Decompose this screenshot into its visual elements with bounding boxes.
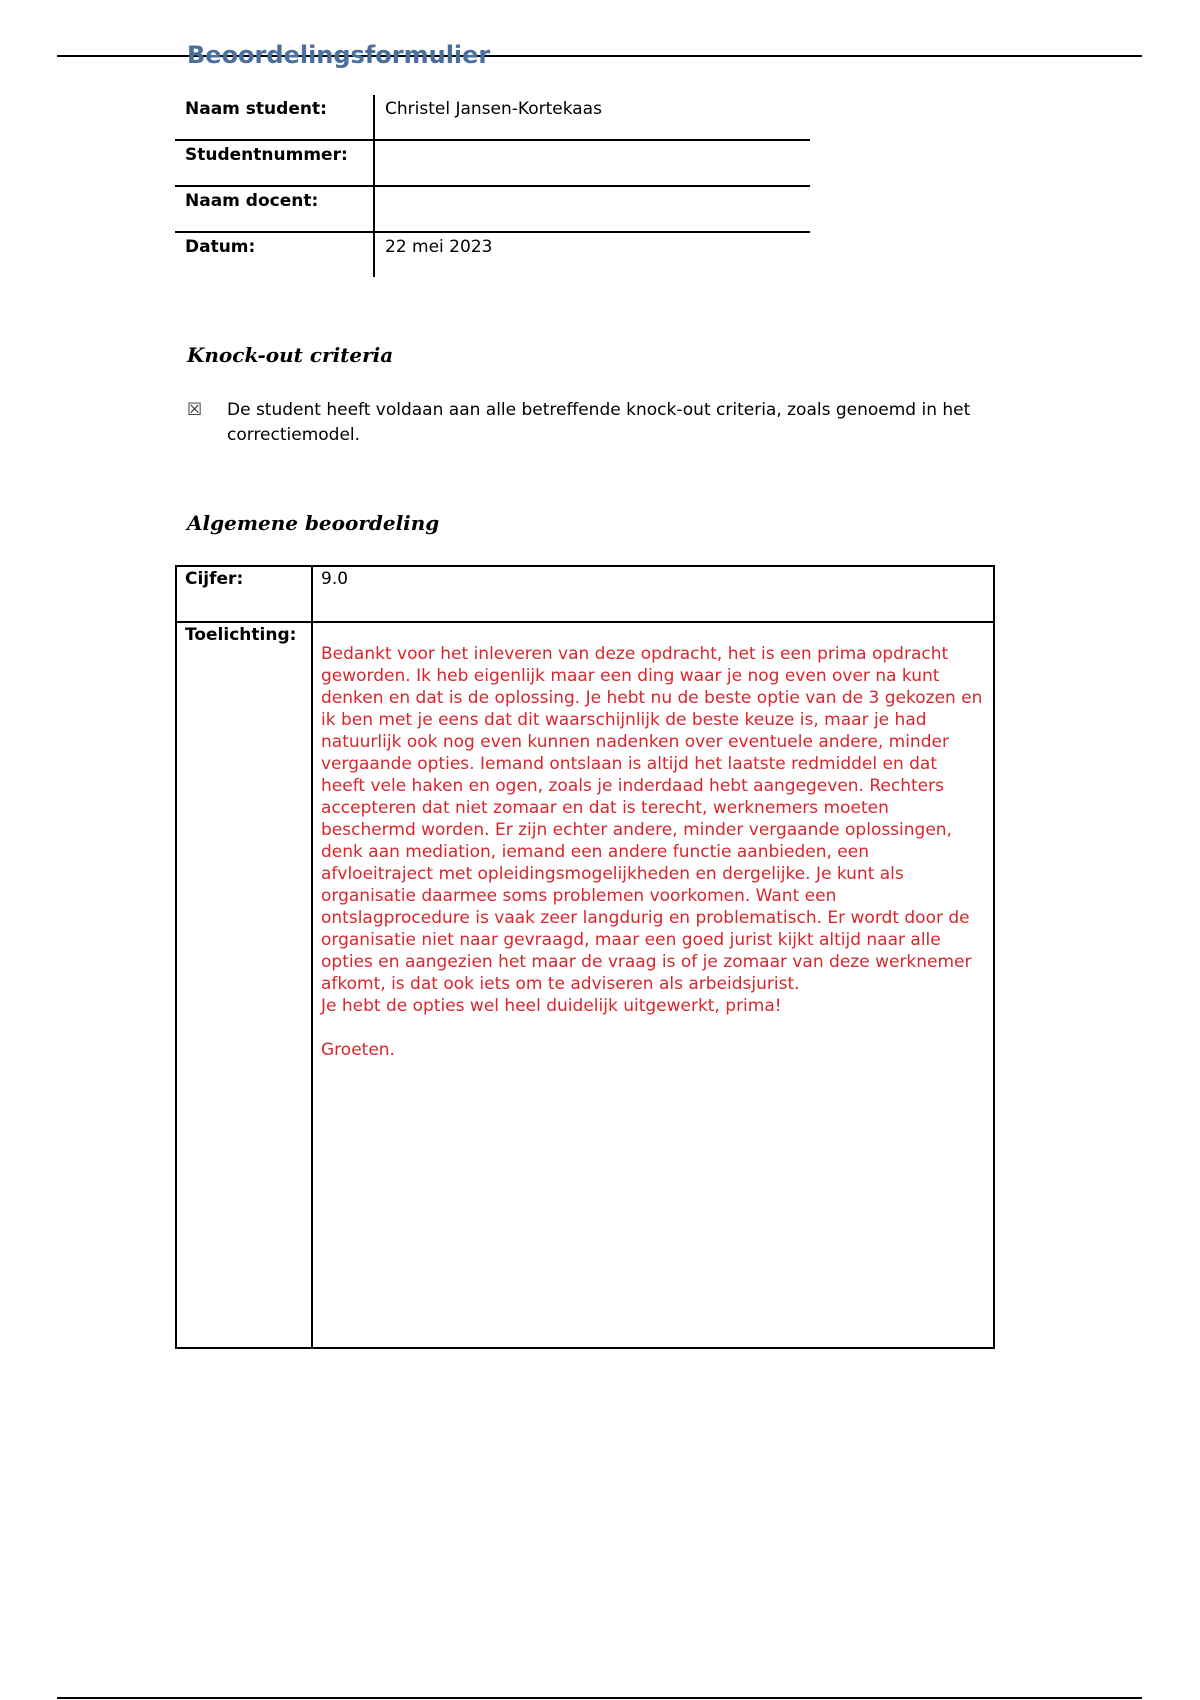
explanation-row	[176, 622, 994, 1348]
feedback-closing-line: Je hebt de opties wel heel duidelijk uitgewerkt, prima!	[321, 996, 782, 1016]
grade-label: Cijfer:	[176, 566, 312, 622]
info-row-student-number	[175, 140, 810, 186]
explanation-label: Toelichting:	[176, 622, 312, 1348]
knockout-criteria-item	[187, 398, 987, 448]
feedback-text	[321, 625, 985, 1061]
info-label: Studentnummer:	[175, 140, 374, 186]
assessment-table	[175, 565, 995, 1349]
knockout-heading: Knock-out criteria	[187, 343, 394, 367]
info-value-date[interactable]: 22 mei 2023	[374, 232, 810, 277]
student-info-table	[175, 95, 810, 277]
assessment-heading: Algemene beoordeling	[187, 511, 440, 535]
info-row-student-name	[175, 95, 810, 140]
info-value-teacher-name[interactable]	[374, 186, 810, 232]
grade-row	[176, 566, 994, 622]
checked-checkbox-icon[interactable]: ☒	[187, 400, 203, 420]
info-row-date	[175, 232, 810, 277]
grade-value[interactable]: 9.0	[312, 566, 994, 622]
info-label: Datum:	[185, 237, 256, 257]
info-label: Naam docent:	[175, 186, 374, 232]
document-title: Beoordelingsformulier	[187, 41, 491, 69]
info-value-student-name[interactable]: Christel Jansen-Kortekaas	[374, 95, 810, 140]
info-label: Naam student:	[175, 95, 374, 140]
footer-rule	[57, 1697, 1142, 1699]
explanation-cell[interactable]	[312, 622, 994, 1348]
info-value-student-number[interactable]	[374, 140, 810, 186]
knockout-text: De student heeft voldaan aan alle betreffende knock-out criteria, zoals genoemd in het correctiemodel.	[227, 400, 971, 445]
info-row-teacher-name	[175, 186, 810, 232]
feedback-paragraph: Bedankt voor het inleveren van deze opdracht, het is een prima opdracht geworden. Ik heb eigenlijk maar een ding waar je nog even over na kunt denken en dat is de oplossing. Je hebt nu de beste optie van de 3 gekozen en ik ben met je eens dat dit waarschijnlijk de beste keuze is, maar je had natuurlijk ook nog even kunnen nadenken over eventuele andere, minder vergaande opties. Iemand ontslaan is altijd het laatste redmiddel en dat heeft vele haken en ogen, zoals je inderdaad hebt aangegeven. Rechters accepteren dat niet zomaar en dat is terecht, werknemers moeten beschermd worden. Er zijn echter andere, minder vergaande oplossingen, denk aan mediation, iemand een andere functie aanbieden, een afvloeitraject met opleidingsmogelijkheden en dergelijke. Je kunt als organisatie daarmee soms problemen voorkomen. Want een ontslagprocedure is vaak zeer langdurig en problematisch. Er wordt door de organisatie niet naar gevraagd, maar een goed jurist kijkt altijd naar alle opties en aangezien het maar de vraag is of je zomaar van deze werknemer afkomt, is dat ook iets om te adviseren als arbeidsjurist.	[321, 644, 983, 994]
feedback-signoff: Groeten.	[321, 1040, 395, 1060]
